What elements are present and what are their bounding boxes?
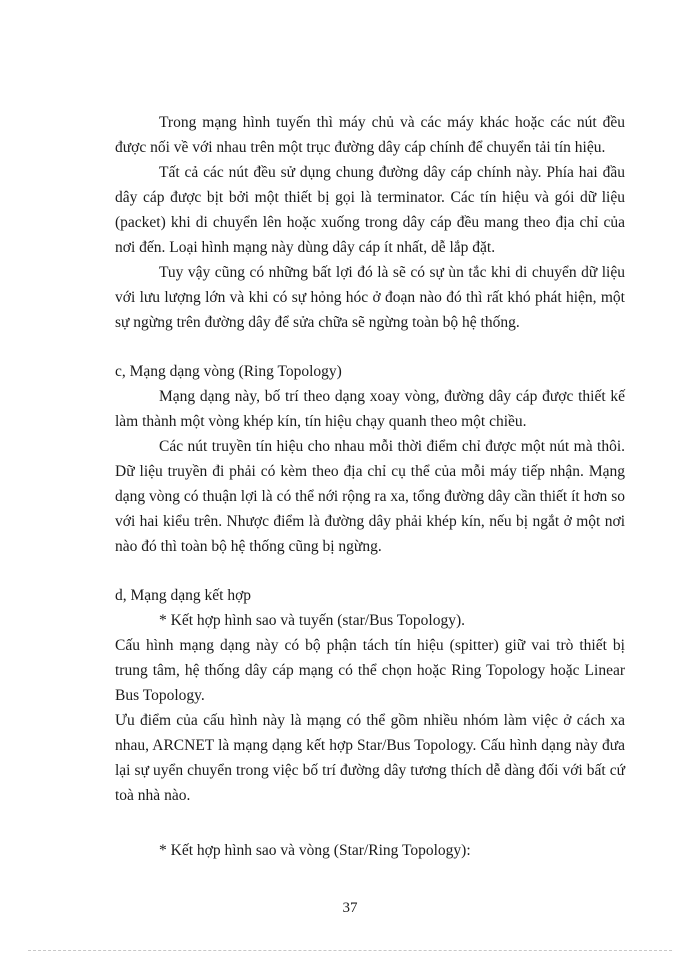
subheading-star-bus: * Kết hợp hình sao và tuyến (star/Bus Topology). — [159, 612, 466, 629]
page-bottom-border — [28, 950, 672, 951]
paragraph-star-bus-config: Cấu hình mạng dạng này có bộ phận tách tín hiệu (spitter) giữ vai trò thiết bị trung tâm, hệ thống dây cáp mạng có thể chọn hoặc Ring Topology hoặc Linear Bus Topology. — [115, 637, 625, 704]
paragraph-bus-terminator: Tất cả các nút đều sử dụng chung đường dây cáp chính này. Phía hai đầu dây cáp được bịt bởi một thiết bị gọi là terminator. Các tín hiệu và gói dữ liệu (packet) khi di chuyển lên hoặc xuống trong dây cáp đều mang theo địa chỉ của nơi đến. Loại hình mạng này dùng dây cáp ít nhất, dễ lắp đặt. — [115, 164, 625, 256]
section-heading-hybrid: d, Mạng dạng kết hợp — [115, 587, 252, 604]
paragraph-bus-intro: Trong mạng hình tuyến thì máy chủ và các máy khác hoặc các nút đều được nối về với nhau trên một trục đường dây cáp chính để chuyển tải tín hiệu. — [115, 114, 625, 156]
paragraph-ring-details: Các nút truyền tín hiệu cho nhau mỗi thời điểm chỉ được một nút mà thôi. Dữ liệu truyền đi phải có kèm theo địa chỉ cụ thể của mỗi máy tiếp nhận. Mạng dạng vòng có thuận lợi là có thể nới rộng ra xa, tổng đường dây cần thiết ít hơn so với hai kiểu trên. Nhược điểm là đường dây phải khép kín, nếu bị ngắt ở một nơi nào đó thì toàn bộ hệ thống cũng bị ngừng. — [115, 438, 625, 555]
page-content — [115, 110, 625, 863]
paragraph-star-bus-advantages: Ưu điểm của cấu hình này là mạng có thể gồm nhiều nhóm làm việc ở cách xa nhau, ARCNET là mạng dạng kết hợp Star/Bus Topology. Cấu hình dạng này đưa lại sự uyển chuyển trong việc bố trí đường dây tương thích dễ dàng đối với bất cứ toà nhà nào. — [115, 712, 625, 804]
section-heading-ring: c, Mạng dạng vòng (Ring Topology) — [115, 363, 342, 380]
paragraph-ring-intro: Mạng dạng này, bố trí theo dạng xoay vòng, đường dây cáp được thiết kế làm thành một vòng khép kín, tín hiệu chạy quanh theo một chiều. — [115, 388, 625, 430]
subheading-star-ring: * Kết hợp hình sao và vòng (Star/Ring Topology): — [159, 842, 471, 859]
page-number: 37 — [342, 900, 358, 916]
paragraph-bus-drawbacks: Tuy vậy cũng có những bất lợi đó là sẽ có sự ùn tắc khi di chuyển dữ liệu với lưu lượng lớn và khi có sự hỏng hóc ở đoạn nào đó thì rất khó phát hiện, một sự ngừng trên đường dây để sửa chữa sẽ ngừng toàn bộ hệ thống. — [115, 264, 625, 331]
